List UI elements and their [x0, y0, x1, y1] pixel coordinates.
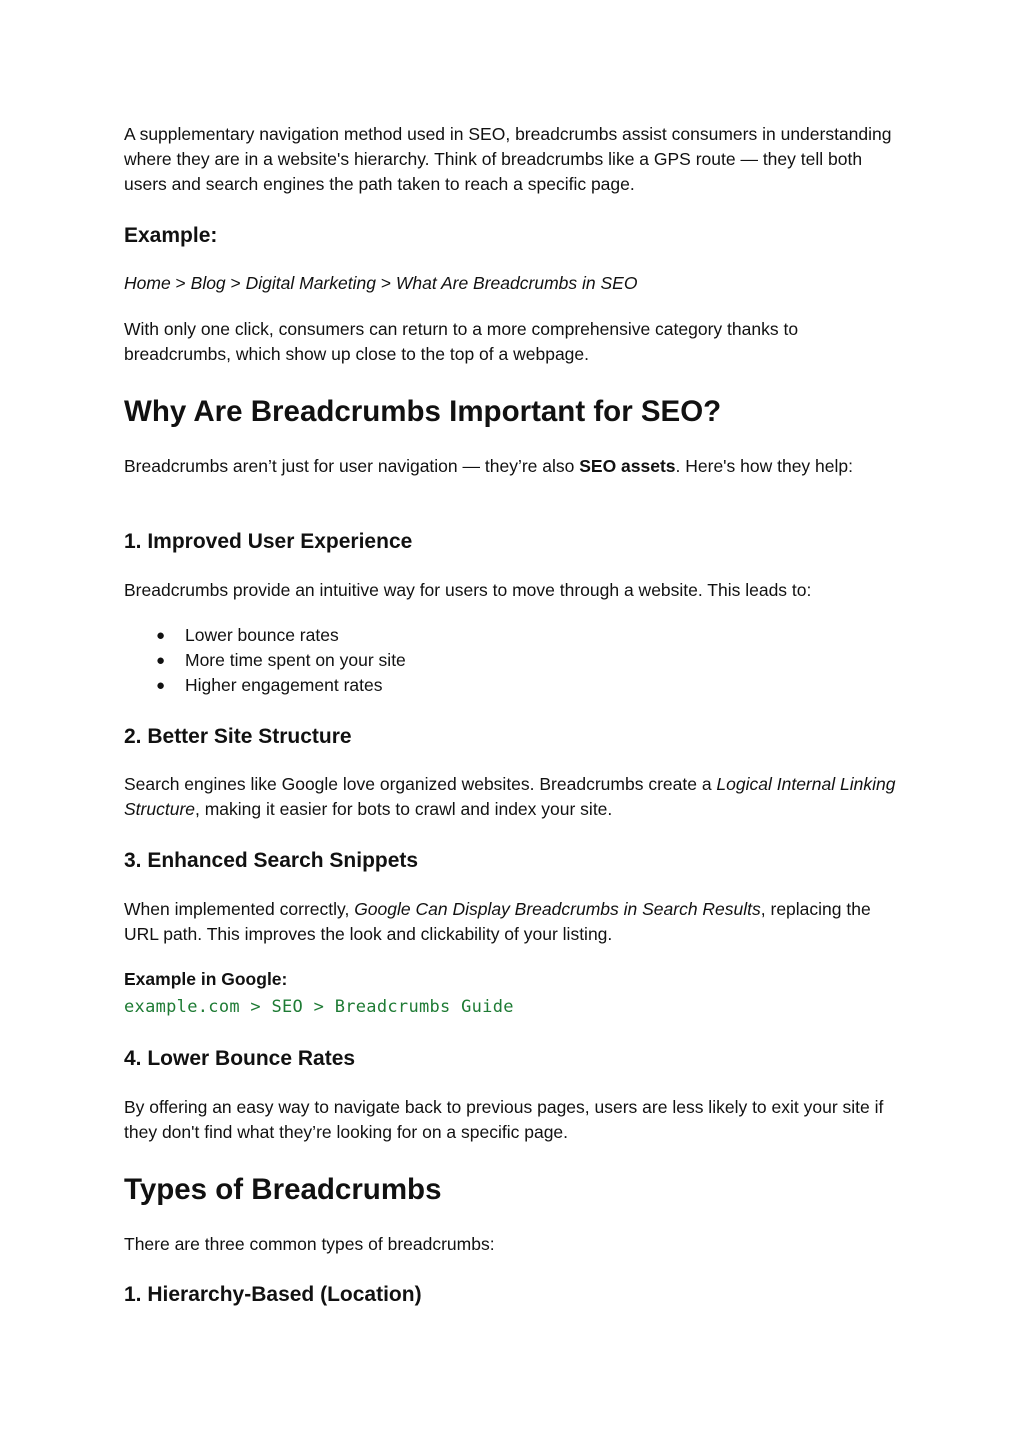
list-item-label: More time spent on your site [185, 650, 406, 670]
bullet-icon: ● [156, 627, 166, 644]
point4-heading: 4. Lower Bounce Rates [124, 1047, 356, 1070]
crumb-current-page: What Are Breadcrumbs in SEO [395, 273, 638, 293]
why-intro-text: Breadcrumbs aren’t just for user navigation — they’re also [124, 456, 580, 476]
point3-paragraph [124, 897, 904, 947]
example-heading: Example: [124, 224, 218, 247]
bullet-icon: ● [156, 677, 166, 694]
list-item-label: Higher engagement rates [185, 675, 383, 695]
types-heading: Types of Breadcrumbs [124, 1173, 442, 1206]
crumb-separator: > [225, 273, 246, 293]
crumb-home: Home [124, 273, 171, 293]
crumb-blog: Blog [190, 273, 226, 293]
bullet-icon: ● [156, 652, 166, 669]
example-paragraph: With only one click, consumers can return to a more comprehensive category thanks to breadcrumbs, which show up close to the top of a webpage. [124, 319, 799, 364]
breadcrumb-example [124, 271, 904, 296]
types-first-heading: 1. Hierarchy-Based (Location) [124, 1283, 422, 1306]
point4-paragraph: By offering an easy way to navigate back to previous pages, users are less likely to exit your site if they don't find what they’re looking for on a specific page. [124, 1097, 884, 1142]
list-item [124, 673, 904, 698]
point2-heading: 2. Better Site Structure [124, 725, 352, 748]
point2-text: Search engines like Google love organized websites. Breadcrumbs create a [124, 774, 717, 794]
why-heading: Why Are Breadcrumbs Important for SEO? [124, 395, 722, 428]
why-intro-paragraph [124, 454, 904, 479]
point3-italic: Google Can Display Breadcrumbs in Search Results [354, 899, 761, 919]
point2-paragraph [124, 772, 904, 822]
crumb-separator: > [375, 273, 396, 293]
google-example-code: example.com > SEO > Breadcrumbs Guide [124, 997, 514, 1017]
point2-tail: , making it easier for bots to crawl and index your site. [195, 799, 613, 819]
point2-italic: Logical Internal Linking Structure [124, 774, 896, 819]
google-example-label: Example in Google: [124, 969, 288, 989]
crumb-separator: > [170, 273, 191, 293]
point3-text: When implemented correctly, [124, 899, 355, 919]
point3-heading: 3. Enhanced Search Snippets [124, 849, 419, 872]
list-item [124, 648, 904, 673]
crumb-digital-marketing: Digital Marketing [245, 273, 376, 293]
point3-tail: , replacing the URL path. This improves the look and clickability of your listing. [124, 899, 871, 944]
list-item [124, 623, 904, 648]
point1-heading: 1. Improved User Experience [124, 530, 413, 553]
types-intro-paragraph: There are three common types of breadcrumbs: [124, 1234, 495, 1254]
list-item-label: Lower bounce rates [185, 625, 339, 645]
why-intro-tail: . Here's how they help: [675, 456, 853, 476]
seo-assets-bold: SEO assets [579, 456, 676, 476]
intro-paragraph: A supplementary navigation method used in SEO, breadcrumbs assist consumers in understanding where they are in a website's hierarchy. Think of breadcrumbs like a GPS route — they tell both users and search engines the path taken to reach a specific page. [124, 124, 892, 194]
point1-bullet-list [124, 623, 904, 698]
point1-paragraph: Breadcrumbs provide an intuitive way for users to move through a website. This leads to: [124, 580, 812, 600]
